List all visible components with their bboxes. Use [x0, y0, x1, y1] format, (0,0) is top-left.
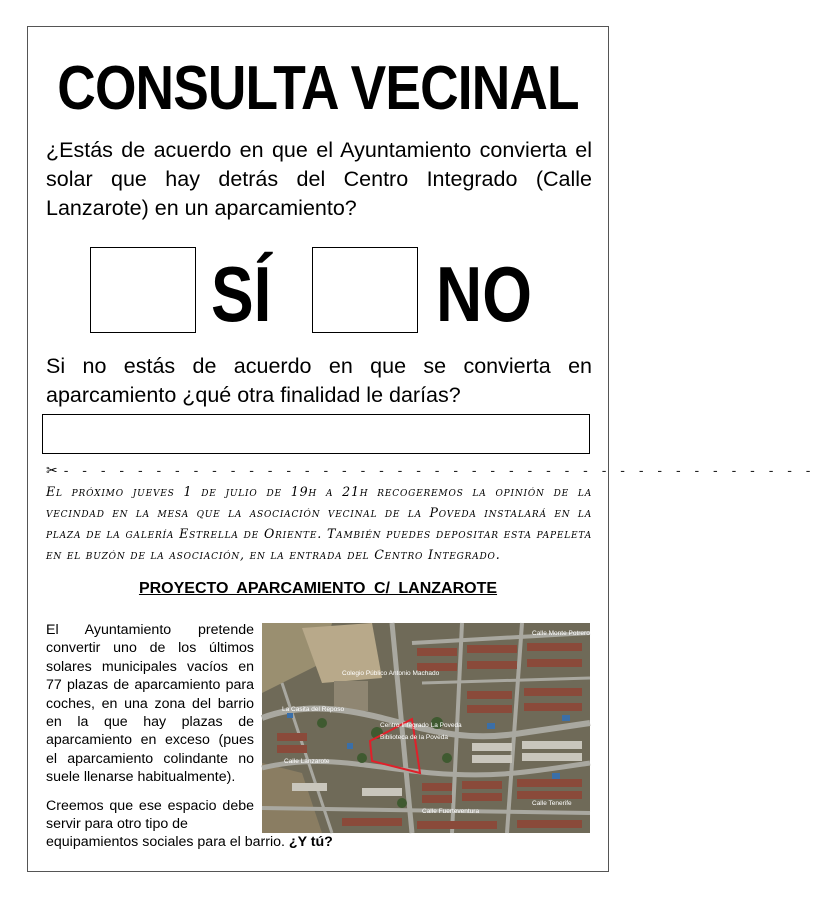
satellite-map	[262, 623, 590, 833]
project-description: El Ayuntamiento pretende convertir uno de los últimos solares municipales vacíos en 77 plazas de aparcamiento para coches, en una zona del barrio en la que hay plazas de aparcamiento en exceso (pues el aparcamiento colindante no suele llenarse habitualmente).	[46, 622, 254, 786]
project-title: PROYECTO APARCAMIENTO C/ LANZAROTE	[138, 580, 498, 597]
question-parking: ¿Estás de acuerdo en que el Ayuntamiento convierta el solar que hay detrás del Centro Integrado (Calle Lanzarote) en un aparcamiento?	[46, 138, 592, 220]
page-title: CONSULTA VECINAL	[57, 54, 579, 123]
map-label-center: Centro Integrado La Poveda	[380, 722, 462, 729]
no-label: NO	[436, 250, 532, 338]
map-label-street-3: Calle Fuerteventura	[422, 808, 480, 815]
map-label-school-1: Colegio Público Antonio Machado	[342, 670, 440, 677]
cut-line	[46, 460, 815, 480]
opinion-text: equipamientos sociales para el barrio.	[46, 834, 285, 850]
yes-label: SÍ	[211, 250, 272, 338]
yes-checkbox[interactable]	[90, 247, 196, 333]
map-label-street-1: Calle Monte Potrero	[532, 630, 590, 637]
question-alternative: Si no estás de acuerdo en que se convierta en aparcamiento ¿qué otra finalidad le darías?	[46, 354, 592, 407]
scissors-icon: ✂	[46, 462, 58, 478]
map-label-street-2: Calle Tenerife	[532, 800, 572, 807]
no-checkbox[interactable]	[312, 247, 418, 333]
alternative-answer-field[interactable]	[42, 414, 590, 454]
closing-question: ¿Y tú?	[288, 834, 333, 850]
map-label-street-4: Calle Lanzarote	[284, 758, 330, 765]
dashed-separator: - - - - - - - - - - - - - - - - - - - - - - - - - - - - - - - - - - - - - - - - -	[63, 462, 815, 478]
opinion-paragraph-end	[46, 833, 446, 851]
map-label-library: Biblioteca de la Poveda	[380, 734, 448, 741]
opinion-paragraph: Creemos que ese espacio debe servir para otro tipo de	[46, 798, 254, 833]
collection-notice: El próximo jueves 1 de julio de 19h a 21h recogeremos la opinión de la vecindad en la mesa que la asociación vecinal de la Poveda instalará en la plaza de la galería Estrella de Oriente. También puedes depositar esta papeleta en el buzón de la asociación, en la entrada del Centro Integrado.	[46, 484, 592, 562]
map-label-house: La Casita del Reposo	[282, 706, 345, 713]
